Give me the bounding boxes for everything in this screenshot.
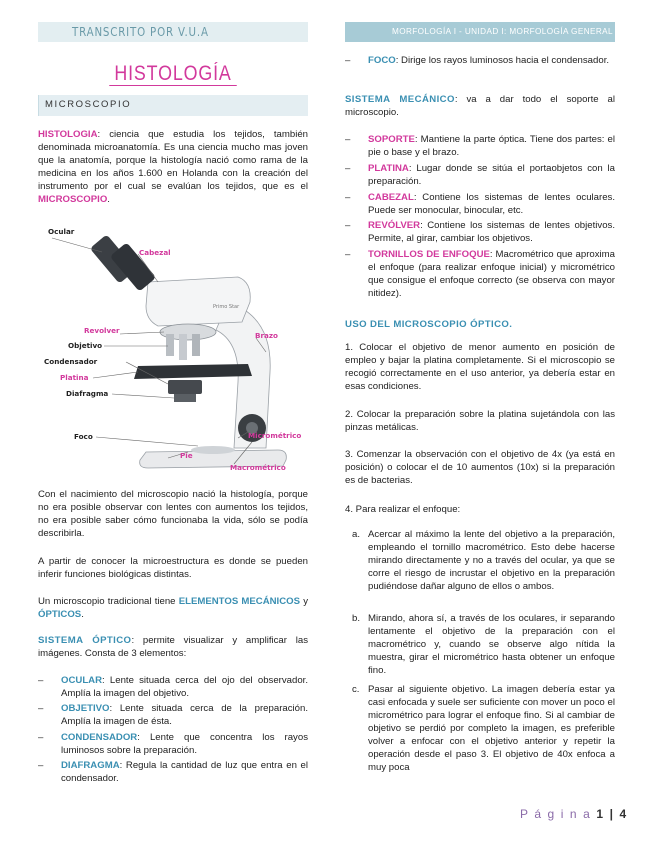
dash-marker: – [345,249,351,260]
diafragma-term: DIAFRAGMA [61,760,120,771]
list-item [345,54,615,67]
list-item [38,731,308,757]
dash-marker: – [38,675,44,686]
section-heading: MICROSCOPIO [38,95,308,116]
label-condensador: Condensador [44,357,98,366]
list-item [345,219,615,245]
substep-marker: c. [352,684,360,695]
step-1: 1. Colocar el objetivo de menor aumento en posición de empleo y bajar la platina completamente. Si el microscopio se recogió correctamente en el uso anterior, ya debería estar en esas condiciones. [345,342,615,393]
cabezal-term: CABEZAL [368,192,414,203]
stage-shape [134,364,252,379]
diaphragm-shape [174,394,196,402]
ocular-term: OCULAR [61,675,103,686]
course-header: MORFOLOGÍA I - UNIDAD I: MORFOLOGÍA GENERAL [391,27,613,36]
label-micrometrico: Micrométrico [248,431,302,440]
head-shape [146,277,250,326]
objective-1 [166,334,174,356]
elementos-end: . [81,609,84,621]
ocular-text: : Lente situada cerca del ojo del observador. Amplía la imagen del objetivo. [61,675,308,700]
substep-text: Mirando, ahora sí, a través de los oculares, ir separando lentamente el objetivo de la preparación con el macrométrico y, cuando se observe algo nítida la muestra, girar el micrométrico hasta obtener un enfoque fino. [368,613,615,677]
substep-marker: a. [352,529,361,540]
dash-marker: – [38,732,44,743]
sistema-mecanico-paragraph [345,93,615,119]
substep-c [345,683,615,774]
label-objetivo: Objetivo [68,341,103,350]
substep-text: Acercar al máximo la lente del objetivo a la preparación, empleando el tornillo macrométrico. Esto debe hacerse mirando directamente y no a través del ocular, ya que se corre el riesgo de incrustar el objetivo en la preparación pudiéndose dañar alguno de ellos o ambos. [368,529,615,593]
label-revolver: Revolver [84,326,120,335]
list-item [345,162,615,188]
objective-3 [192,334,200,356]
platina-term: PLATINA [368,163,409,174]
tornillos-text: : Macrométrico que aproxima el enfoque (para realizar enfoque inicial) y micrométrico que consigue el enfoque correcto (se observa con mayor nitidez). [368,249,615,300]
histologia-term: HISTOLOGIA [38,129,98,140]
page-title-text: HISTOLOGÍA [109,62,236,86]
cabezal-text: : Contiene los sistemas de lentes oculares. Puede ser monocular, binocular, etc. [368,192,615,217]
label-foco: Foco [74,432,93,441]
label-diafragma: Diafragma [66,389,109,398]
sistema-optico-paragraph [38,634,308,660]
microscopio-term: MICROSCOPIO [38,194,108,206]
condensador-term: CONDENSADOR [61,732,138,743]
label-platina: Platina [60,373,89,382]
sistema-optico-term: SISTEMA ÓPTICO [38,635,132,646]
page-label: P á g i n a [520,807,592,821]
substep-text: Pasar al siguiente objetivo. La imagen debería estar ya casi enfocada y suele ser suficiente con mover un poco el micrométrico para lograr el enfoque fino. Si al cambiar de objetivo se perdió por completo la imagen, es preferible volver a enfocar con el objetivo anterior y repetir la operación desde el paso 3. El objetivo de 40x enfoca a muy poca [368,684,615,774]
sistema-mecanico-text: : va a dar todo el soporte al microscopio. [345,94,615,119]
elementos-start: Un microscopio tradicional tiene [38,596,179,607]
eyepiece-group [90,234,156,291]
label-cabezal: Cabezal [139,248,171,257]
objective-2 [179,334,187,360]
label-ocular: Ocular [48,227,75,236]
elementos-mecanicos-term: ELEMENTOS MECÁNICOS [178,596,301,607]
label-brazo: Brazo [255,331,278,340]
dash-marker: – [345,134,351,145]
substep-marker: b. [352,613,361,624]
condensador-text: : Lente que concentra los rayos luminosos sobre la preparación. [61,732,308,757]
objetivo-text: : Lente situada cerca de la preparación. Amplía la imagen de ésta. [61,703,308,728]
soporte-term: SOPORTE [368,134,415,145]
dash-marker: – [345,163,351,174]
label-pie: Pie [180,451,193,460]
page-number: 1 [596,807,605,821]
list-item [38,702,308,728]
step-4: 4. Para realizar el enfoque: [345,504,461,515]
page-footer [520,806,628,822]
page-separator: | [609,807,615,821]
elementos-mid: y [300,596,309,607]
list-item [345,248,615,300]
list-item [38,674,308,700]
label-macrometrico: Macrométrico [230,463,286,472]
dash-marker: – [38,703,44,714]
sistema-optico-text: : permite visualizar y amplificar las imágenes. Consta de 3 elementos: [38,635,308,660]
step-3: 3. Comenzar la observación con el objetivo de 4x (ya está en posición) o colocar el de 10 aumentos (10x) si la preparación es de bacterias. [345,449,615,487]
revolver-text: : Contiene los sistemas de lentes objetivos. Permite, al girar, cambiar los objetivos. [368,220,615,245]
tornillos-term: TORNILLOS DE ENFOQUE [368,249,490,260]
uso-heading-text: USO DEL MICROSCOPIO ÓPTICO. [345,319,513,330]
transcriber-label: TRANSCRITO POR V.U.A [72,24,209,39]
list-item [345,191,615,217]
microscope-illustration [38,222,308,476]
condenser-shape [168,380,202,394]
substep-a [345,528,615,593]
brand-text: Primo Star [213,304,240,310]
dash-marker: – [345,192,351,203]
lamp-shape [191,446,235,454]
foco-term: FOCO [368,55,396,66]
list-item [345,133,615,159]
step-2: 2. Colocar la preparación sobre la platina sujetándola con las pinzas metálicas. [345,409,615,434]
nacimiento-paragraph: Con el nacimiento del microscopio nació la histología, porque no era posible observar con lentes con aumentos los tejidos, no era posible saber cómo funcionaba la vida, sólo se podía describirla. [38,489,308,540]
opticos-term: ÓPTICOS [38,609,82,621]
microestructura-paragraph: A partir de conocer la microestructura es donde se pueden inferir funciones biológicas distintas. [38,556,308,581]
soporte-text: : Mantiene la parte óptica. Tiene dos partes: el pie o base y el brazo. [368,134,615,159]
diafragma-text: : Regula la cantidad de luz que entra en el condensador. [61,760,308,785]
microscope-figure [38,222,308,476]
platina-text: : Lugar donde se sitúa el portaobjetos con la preparación. [368,163,615,188]
dash-marker: – [38,760,44,771]
list-item [38,759,308,785]
histologia-text: : ciencia que estudia los tejidos, también denominada microanatomía. Es una ciencia mucho mas joven que la anatomía, porque la histología nació como rama de la medicina en los años 1.600 en Holanda con la creación del instrumento por el cual se evalúan los tejidos, que es el [38,129,308,193]
dash-marker: – [345,55,351,66]
page-title [58,60,288,89]
uso-heading [345,318,615,331]
dash-marker: – [345,220,351,231]
objetivo-term: OBJETIVO [61,703,110,714]
histologia-paragraph [38,128,308,206]
substep-b [345,612,615,677]
revolver-term: REVÓLVER [368,220,421,231]
foco-text: : Dirige los rayos luminosos hacia el condensador. [395,55,610,66]
page-total: 4 [619,807,628,821]
elementos-paragraph [38,595,308,621]
histologia-end: . [107,194,110,206]
sistema-mecanico-term: SISTEMA MECÁNICO [345,94,455,105]
